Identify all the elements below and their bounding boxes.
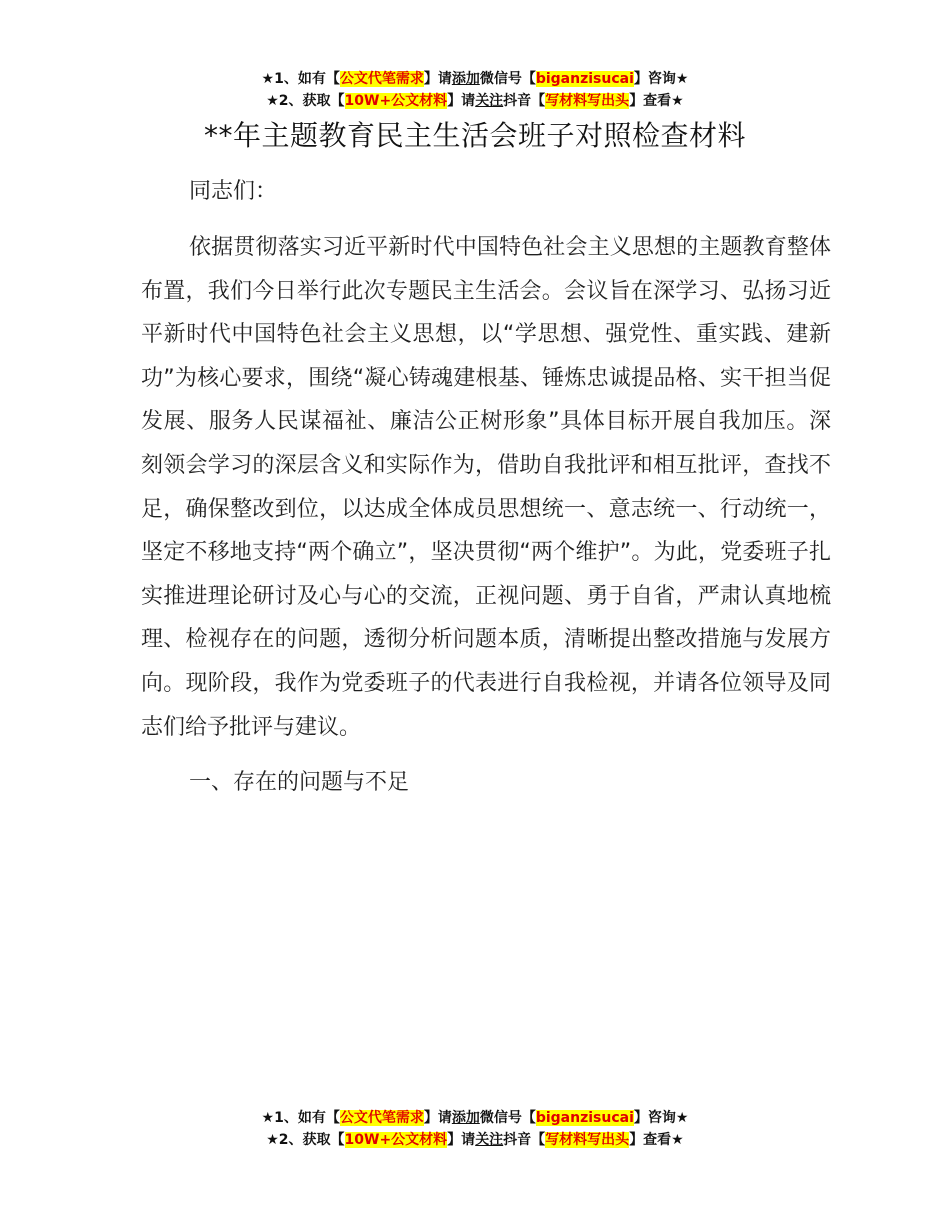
promo-wechat-id: biganzisucai (535, 71, 634, 87)
promo-text: 】咨询★ (633, 1110, 689, 1126)
promo-text: 微信号【 (479, 1110, 536, 1126)
promo-line-1 (0, 1107, 950, 1129)
promo-text: 微信号【 (479, 71, 536, 87)
promo-underlined: 关注 (475, 93, 504, 109)
promo-text: 抖音【 (503, 93, 546, 109)
promo-line-2 (0, 1129, 950, 1151)
promo-highlight: 10W+公文材料 (344, 93, 448, 109)
promo-text: ★1、如有【 (261, 71, 340, 87)
promo-text: 】查看★ (629, 1132, 684, 1148)
document-body (141, 170, 831, 805)
promo-underlined: 关注 (475, 1132, 504, 1148)
promo-text: 】请 (447, 1132, 476, 1148)
promo-text: 】咨询★ (633, 71, 689, 87)
promo-line-1 (0, 68, 950, 90)
promo-highlight: 10W+公文材料 (344, 1132, 448, 1148)
document-title: **年主题教育民主生活会班子对照检查材料 (203, 119, 746, 152)
promo-text: 】请 (423, 1110, 452, 1126)
promo-banner-top (0, 68, 950, 112)
promo-line-2 (0, 90, 950, 112)
promo-text: 】请 (447, 93, 476, 109)
salutation: 同志们： (189, 179, 278, 204)
promo-wechat-id: biganzisucai (535, 1110, 634, 1126)
promo-text: 】请 (423, 71, 452, 87)
promo-highlight: 公文代笔需求 (339, 71, 424, 87)
promo-text: ★2、获取【 (266, 93, 345, 109)
promo-text: ★2、获取【 (266, 1132, 345, 1148)
body-paragraph: 依据贯彻落实习近平新时代中国特色社会主义思想的主题教育整体布置，我们今日举行此次专题民主生活会。会议旨在深学习、弘扬习近平新时代中国特色社会主义思想，以“学思想、强党性、重实践、建新功”为核心要求，围绕“凝心铸魂建根基、锤炼忠诚提品格、实干担当促发展、服务人民谋福祉、廉洁公正树形象”具体目标开展自我加压。深刻领会学习的深层含义和实际作为，借助自我批评和相互批评，查找不足，确保整改到位，以达成全体成员思想统一、意志统一、行动统一，坚定不移地支持“两个确立”，坚决贯彻“两个维护”。为此，党委班子扎实推进理论研讨及心与心的交流，正视问题、勇于自省，严肃认真地梳理、检视存在的问题，透彻分析问题本质，清晰提出整改措施与发展方向。现阶段，我作为党委班子的代表进行自我检视，并请各位领导及同志们给予批评与建议。 (141, 235, 831, 740)
promo-douyin-id: 写材料写出头 (545, 93, 630, 109)
section-heading-1: 一、存在的问题与不足 (189, 770, 410, 796)
promo-text: ★1、如有【 (261, 1110, 340, 1126)
promo-underlined: 添加 (451, 1110, 480, 1126)
promo-douyin-id: 写材料写出头 (545, 1132, 630, 1148)
promo-highlight: 公文代笔需求 (339, 1110, 424, 1126)
promo-text: 抖音【 (503, 1132, 546, 1148)
promo-text: 】查看★ (629, 93, 684, 109)
promo-banner-bottom (0, 1107, 950, 1151)
promo-underlined: 添加 (451, 71, 480, 87)
